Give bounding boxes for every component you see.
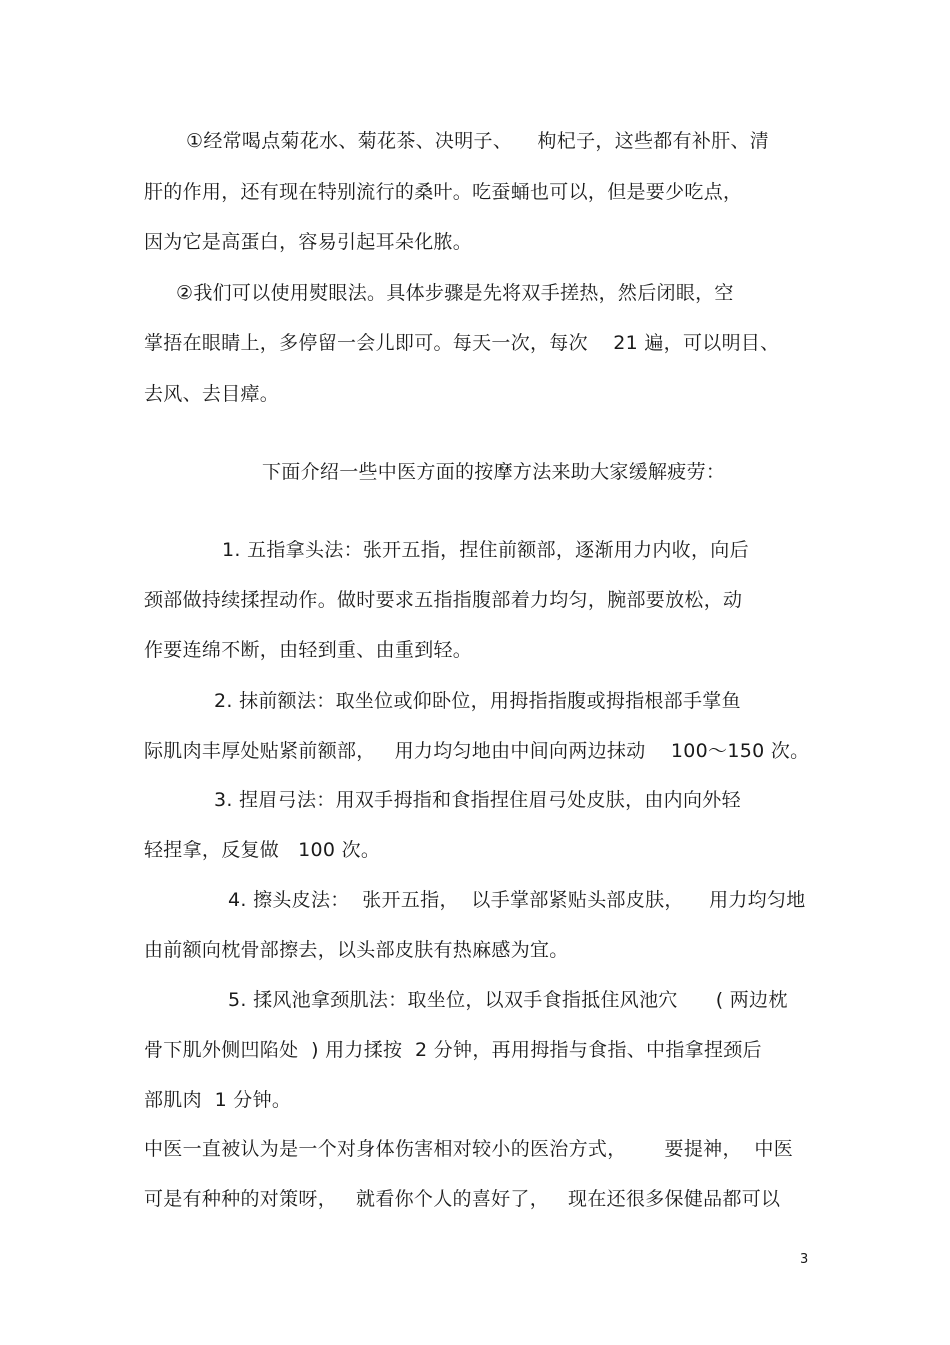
text-line: 2. 抹前额法：取坐位或仰卧位，用拇指指腹或拇指根部手掌鱼 [214,690,741,712]
text-line: 部肌肉 1 分钟。 [144,1089,292,1111]
text-line: 5. 揉风池拿颈肌法：取坐位，以双手食指抵住风池穴 ( 两边枕 [228,989,788,1011]
page-number: 3 [800,1252,809,1267]
text-line: 去风、去目瘴。 [144,383,280,405]
section-heading: 下面介绍一些中医方面的按摩方法来助大家缓解疲劳： [262,461,726,483]
text-line: ②我们可以使用熨眼法。具体步骤是先将双手搓热，然后闭眼，空 [176,282,734,304]
text-line: 际肌肉丰厚处贴紧前额部， 用力均匀地由中间向两边抹动 100～150 次。 [144,740,810,762]
text-line: 因为它是高蛋白，容易引起耳朵化脓。 [144,231,473,253]
text-line: 肝的作用，还有现在特别流行的桑叶。吃蚕蛹也可以，但是要少吃点， [144,181,743,203]
text-line: 由前额向枕骨部擦去，以头部皮肤有热麻感为宜。 [144,939,569,961]
text-line: 3. 捏眉弓法：用双手拇指和食指捏住眉弓处皮肤，由内向外轻 [214,789,741,811]
text-line: 1. 五指拿头法：张开五指，捏住前额部，逐渐用力内收，向后 [222,539,749,561]
text-line: 4. 擦头皮法： 张开五指， 以手掌部紧贴头部皮肤， 用力均匀地 [228,889,806,911]
text-line: 作要连绵不断，由轻到重、由重到轻。 [144,639,473,661]
text-line: 可是有种种的对策呀， 就看你个人的喜好了， 现在还很多保健品都可以 [144,1188,781,1210]
text-line: 中医一直被认为是一个对身体伤害相对较小的医治方式， 要提神， 中医 [144,1138,794,1160]
text-line: ①经常喝点菊花水、菊花茶、决明子、 枸杞子，这些都有补肝、清 [186,130,770,152]
text-line: 轻捏拿，反复做 100 次。 [144,839,381,861]
text-line: 掌捂在眼睛上，多停留一会儿即可。每天一次，每次 21 遍，可以明目、 [144,332,780,354]
text-line: 颈部做持续揉捏动作。做时要求五指指腹部着力均匀，腕部要放松，动 [144,589,743,611]
text-line: 骨下肌外侧凹陷处 ) 用力揉按 2 分钟，再用拇指与食指、中指拿捏颈后 [144,1039,762,1061]
